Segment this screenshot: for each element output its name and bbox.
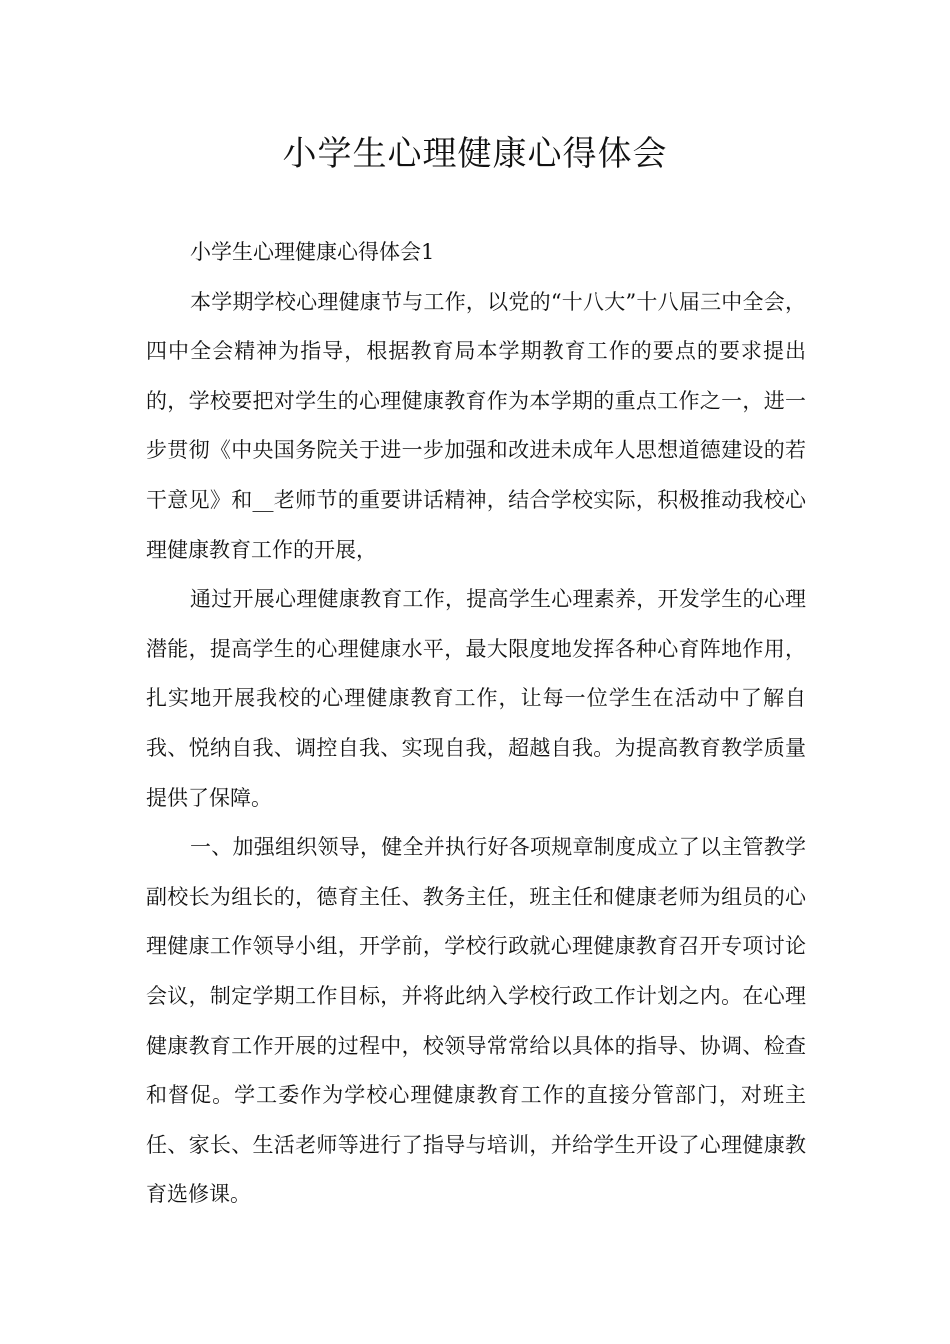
paragraph-3: 一、加强组织领导，健全并执行好各项规章制度成立了以主管教学副校长为组长的，德育主任、教务主任，班主任和健康老师为组员的心理健康工作领导小组，开学前，学校行政就心理健康教育召开专项讨论会议，制定学期工作目标，并将此纳入学校行政工作计划之内。在心理健康教育工作开展的过程中，校领导常常给以具体的指导、协调、检查和督促。学工委作为学校心理健康教育工作的直接分管部门，对班主任、家长、生活老师等进行了指导与培训，并给学生开设了心理健康教育选修课。 bbox=[146, 835, 806, 1207]
paragraph-1: 本学期学校心理健康节与工作，以党的“十八大”十八届三中全会，四中全会精神为指导，根据教育局本学期教育工作的要点的要求提出的，学校要把对学生的心理健康教育作为本学期的重点工作之一，进一步贯彻《中央国务院关于进一步加强和改进未成年人思想道德建设的若干意见》和__老师节的重要讲话精神，结合学校实际，积极推动我校心理健康教育工作的开展， bbox=[146, 289, 806, 562]
section-heading: 小学生心理健康心得体会1 bbox=[190, 240, 435, 264]
paragraph-2: 通过开展心理健康教育工作，提高学生心理素养，开发学生的心理潜能，提高学生的心理健康水平，最大限度地发挥各种心育阵地作用，扎实地开展我校的心理健康教育工作，让每一位学生在活动中了解自我、悦纳自我、调控自我、实现自我，超越自我。为提高教育教学质量提供了保障。 bbox=[146, 587, 806, 810]
document-body bbox=[146, 228, 806, 1220]
document-title: 小学生心理健康心得体会 bbox=[282, 134, 668, 174]
